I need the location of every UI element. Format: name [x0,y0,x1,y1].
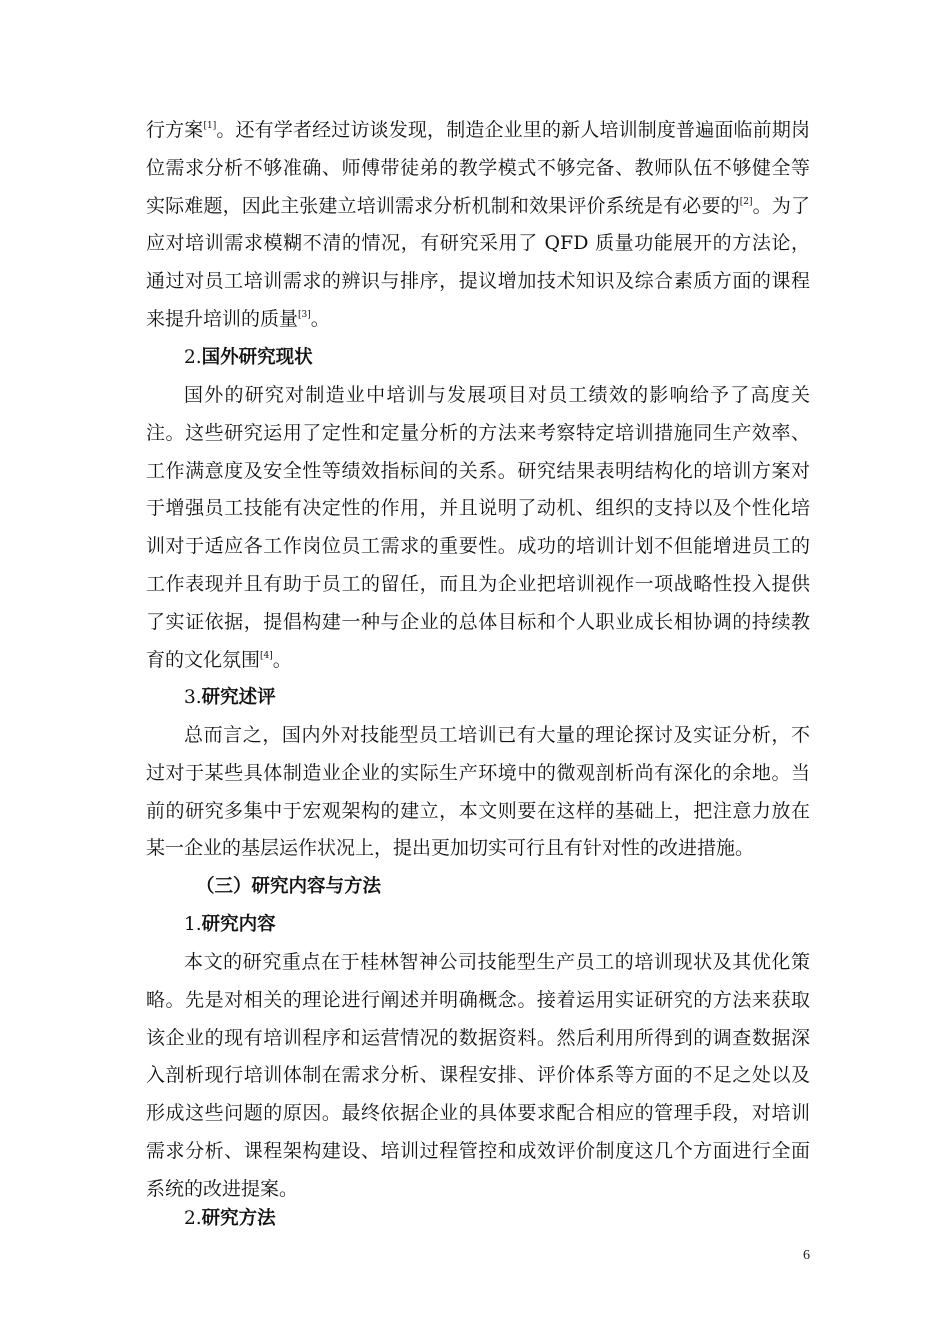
heading-foreign-research [146,339,810,377]
text-run: 。 [272,648,292,671]
heading-number: 2. [184,1208,202,1229]
paragraph-research-review: 总而言之，国内外对技能型员工培训已有大量的理论探讨及实证分析，不过对于某些具体制造业企业的实际生产环境中的微观剖析尚有深化的余地。当前的研究多集中于宏观架构的建立，本文则要在这样的基础上，把注意力放在某一企业的基层运作状况上，提出更加切实可行且有针对性的改进措施。 [146,724,810,860]
citation-ref-2: [2] [739,196,753,207]
heading-number: 2. [184,347,202,368]
paragraph-research-content: 本文的研究重点在于桂林智神公司技能型生产员工的培训现状及其优化策略。先是对相关的理论进行阐述并明确概念。接着运用实证研究的方法来获取该企业的现有培训程序和运营情况的数据资料。然后利用所得到的调查数据深入剖析现行培训体制在需求分析、课程安排、评价体系等方面的不足之处以及形成这些问题的原因。最终依据企业的具体要求配合相应的管理手段，对培训需求分析、课程架构建设、培训过程管控和成效评价制度这几个方面进行全面系统的改进提案。 [146,951,810,1200]
section-heading-content-and-method: （三）研究内容与方法 [196,876,382,897]
text-run: 。 [310,307,330,330]
heading-number: 1. [184,914,202,935]
heading-text: 研究述评 [201,687,276,708]
heading-number: 3. [184,687,202,708]
citation-ref-3: [3] [298,309,311,320]
text-run: 国外的研究对制造业中培训与发展项目对员工绩效的影响给予了高度关注。这些研究运用了定性和定量分析的方法来考察特定培训措施同生产效率、工作满意度及安全性等绩效指标间的关系。研究结果表明结构化的培训方案对于增强员工技能有决定性的作用，并且说明了动机、组织的支持以及个性化培训对于适应各工作岗位员工需求的重要性。成功的培训计划不但能增进员工的工作表现并且有助于员工的留任，而且为企业把培训视作一项战略性投入提供了实证依据，提倡构建一种与企业的总体目标和个人职业成长相协调的持续教育的文化氛围 [146,384,810,671]
heading-research-method [146,1200,810,1238]
citation-ref-4: [4] [260,650,273,661]
heading-research-review [146,679,810,717]
heading-text: 研究内容 [201,914,276,935]
heading-text: 研究方法 [201,1208,276,1229]
page-number: 6 [803,1248,810,1263]
citation-ref-1: [1] [203,121,217,131]
text-run: 。还有学者经过访谈发现，制造企业里的新人培训制度普遍面临前期岗位需求分析不够准确、师傅带徒弟的教学模式不够完备、教师队伍不够健全等实际难题，因此主张建立培训需求分析机制和效果评价系统是有必要的 [146,119,810,217]
heading-text: 国外研究现状 [201,347,313,368]
text-run: 行方案 [146,119,204,141]
text-run: 。为了应对培训需求模糊不清的情况，有研究采用了 QFD 质量功能展开的方法论，通过对员工培训需求的辨识与排序，提议增加技术知识及综合素质方面的课程来提升培训的质量 [146,194,810,330]
paragraph-foreign-research [146,377,810,679]
paragraph-domestic-research-end [146,112,810,339]
heading-research-content [146,906,810,944]
